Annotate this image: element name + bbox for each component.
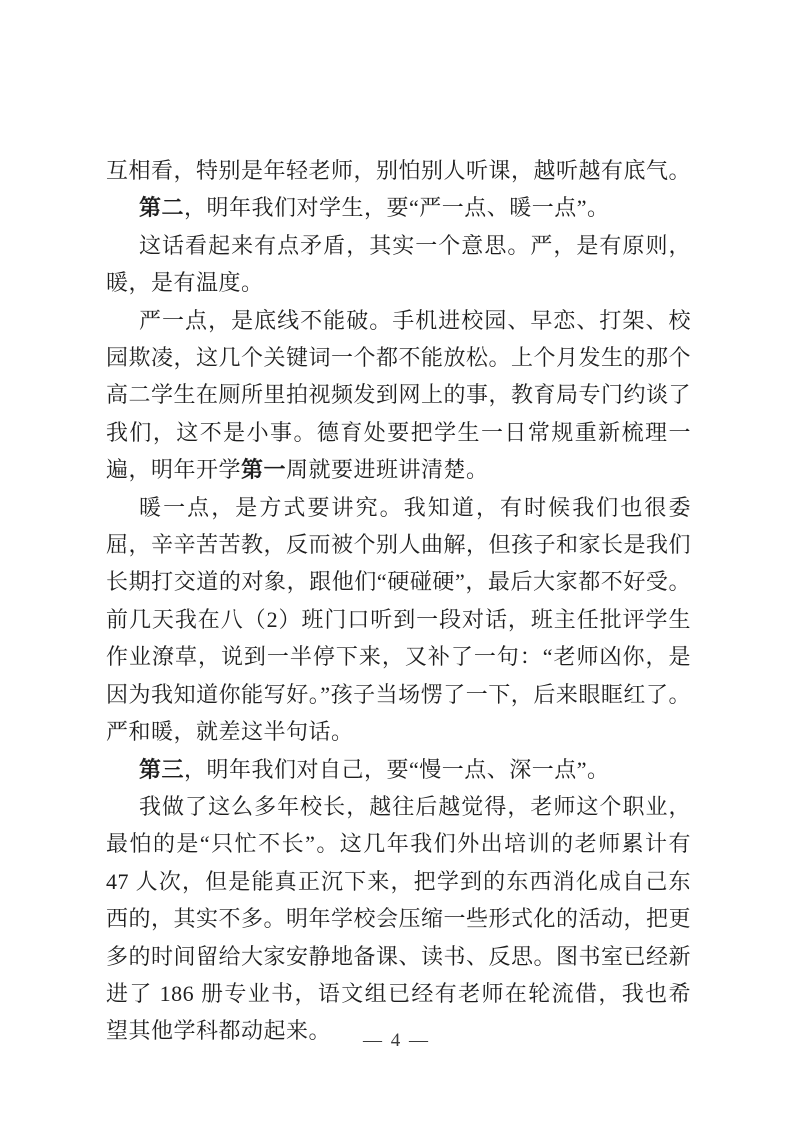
page-number: — 4 — [363,1030,430,1051]
paragraph [106,227,691,302]
text-run-bold: 第二 [139,195,185,221]
text-run: 严一点，是底线不能破。手机进校园、早恋、打架、校园欺凌，这几个关键词一个都不能放松。上个月发生的那个高二学生在厕所里拍视频发到网上的事，教育局专门约谈了我们，这不是小事。德育处要把学生一日常规重新梳理一遍，明年开学 [106,307,692,483]
paragraph [106,788,691,1050]
text-run: ，明年我们对学生，要“严一点、暖一点”。 [184,195,610,221]
text-run: 这话看起来有点矛盾，其实一个意思。严，是有原则，暖，是有温度。 [106,232,691,296]
page-footer [0,1030,793,1052]
text-run-bold: 第三 [139,756,185,782]
text-run: 暖一点，是方式要讲究。我知道，有时候我们也很委屈，辛辛苦苦教，反而被个别人曲解，但孩子和家长是我们长期打交道的对象，跟他们“硬碰硬”，最后大家都不好受。前几天我在八（2）班门口听到一段对话，班主任批评学生作业潦草，说到一半停下来，又补了一句：“老师凶你，是因为我知道你能写好。”孩子当场愣了一下，后来眼眶红了。严和暖，就差这半句话。 [106,494,692,745]
paragraph [106,152,691,189]
text-run: 我做了这么多年校长，越往后越觉得，老师这个职业，最怕的是“只忙不长”。这几年我们外出培训的老师累计有 47 人次，但是能真正沉下来，把学到的东西消化成自己东西的，其实不多。明年学校会压缩一些形式化的活动，把更多的时间留给大家安静地备课、读书、反思。图书室已经新进了 186 册专业书，语文组已经有老师在轮流借，我也希望其他学科都动起来。 [106,793,692,1044]
document-body [106,152,691,1050]
text-run: 周就要进班讲清楚。 [286,457,489,483]
text-run: ，明年我们对自己，要“慢一点、深一点”。 [184,756,610,782]
paragraph [106,189,691,226]
paragraph [106,302,691,489]
paragraph [106,751,691,788]
text-run-bold: 第一 [241,457,287,483]
paragraph [106,489,691,751]
text-run: 互相看，特别是年轻老师，别怕别人听课，越听越有底气。 [106,158,692,183]
